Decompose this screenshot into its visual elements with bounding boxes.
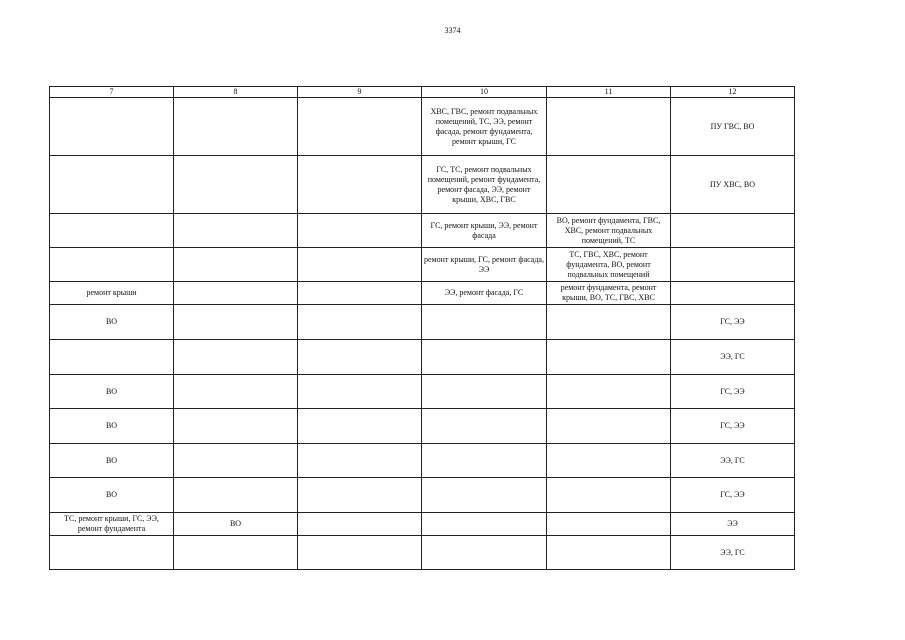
table-cell [298, 478, 422, 513]
table-cell [422, 478, 547, 513]
table-cell [174, 340, 298, 375]
table-row [50, 513, 795, 536]
header-row [50, 87, 795, 98]
table-cell [174, 305, 298, 340]
table-cell [50, 214, 174, 248]
table-cell [547, 536, 671, 570]
table-cell [298, 282, 422, 305]
table-cell: ЭЭ, ремонт фасада, ГС [422, 282, 547, 305]
table-cell: ГС, ЭЭ [671, 409, 795, 444]
table-row [50, 156, 795, 214]
table-cell [174, 444, 298, 478]
column-header: 10 [422, 87, 547, 98]
table-cell [547, 375, 671, 409]
table-cell: ПУ ХВС, ВО [671, 156, 795, 214]
table-cell: ГС, ЭЭ [671, 305, 795, 340]
table-cell [298, 444, 422, 478]
column-header: 8 [174, 87, 298, 98]
table-cell: ЭЭ, ГС [671, 536, 795, 570]
table-cell [671, 282, 795, 305]
page-number: 3374 [444, 26, 461, 35]
table-cell [174, 214, 298, 248]
column-header: 11 [547, 87, 671, 98]
table-cell: ТС, ремонт крыши, ГС, ЭЭ, ремонт фундамента [50, 513, 174, 536]
table-cell [547, 478, 671, 513]
table-cell: ТС, ГВС, ХВС, ремонт фундамента, ВО, ремонт подвальных помещений [547, 248, 671, 282]
table-row [50, 375, 795, 409]
table-cell: ЭЭ, ГС [671, 444, 795, 478]
table-cell: ГС, ЭЭ [671, 375, 795, 409]
table-cell [547, 156, 671, 214]
table-cell: ВО [50, 444, 174, 478]
table-cell [50, 248, 174, 282]
table-row [50, 214, 795, 248]
table-cell: ВО [50, 478, 174, 513]
table-row [50, 305, 795, 340]
table-cell [174, 478, 298, 513]
table-cell [50, 536, 174, 570]
table-cell: ВО [174, 513, 298, 536]
table-cell [174, 409, 298, 444]
table-row [50, 340, 795, 375]
table-cell [671, 248, 795, 282]
column-header: 7 [50, 87, 174, 98]
table-row [50, 444, 795, 478]
table-cell [174, 536, 298, 570]
table-cell [298, 375, 422, 409]
table-cell [298, 156, 422, 214]
table-cell [547, 409, 671, 444]
table-row [50, 536, 795, 570]
table-cell: ХВС, ГВС, ремонт подвальных помещений, ТС, ЭЭ, ремонт фасада, ремонт фундамента, ремонт крыши, ГС [422, 98, 547, 156]
table-cell [298, 248, 422, 282]
table-row [50, 478, 795, 513]
table-cell [422, 340, 547, 375]
table-cell [174, 375, 298, 409]
table-cell [298, 305, 422, 340]
table-cell: ГС, ТС, ремонт подвальных помещений, ремонт фундамента, ремонт фасада, ЭЭ, ремонт крыши, ХВС, ГВС [422, 156, 547, 214]
table-cell [50, 98, 174, 156]
table-cell [422, 513, 547, 536]
table-cell [174, 282, 298, 305]
table-cell: ГС, ремонт крыши, ЭЭ, ремонт фасада [422, 214, 547, 248]
table-cell [298, 536, 422, 570]
table-cell: ремонт фундамента, ремонт крыши, ВО, ТС, ГВС, ХВС [547, 282, 671, 305]
table-cell [174, 98, 298, 156]
table-cell [547, 513, 671, 536]
table-cell [50, 156, 174, 214]
table-cell: ЭЭ [671, 513, 795, 536]
table-cell [174, 248, 298, 282]
column-header: 12 [671, 87, 795, 98]
table-cell: ВО [50, 375, 174, 409]
table-cell [422, 536, 547, 570]
table-cell: ВО [50, 409, 174, 444]
table-cell [298, 340, 422, 375]
table-cell [547, 98, 671, 156]
table-cell [50, 340, 174, 375]
table-row [50, 409, 795, 444]
table-cell [671, 214, 795, 248]
table-cell: ГС, ЭЭ [671, 478, 795, 513]
table-cell [422, 375, 547, 409]
table-cell [174, 156, 298, 214]
table-cell: ВО, ремонт фундамента, ГВС, ХВС, ремонт подвальных помещений, ТС [547, 214, 671, 248]
table-cell: ЭЭ, ГС [671, 340, 795, 375]
table-cell [422, 305, 547, 340]
table-cell [298, 98, 422, 156]
table-cell: ПУ ГВС, ВО [671, 98, 795, 156]
table-row [50, 282, 795, 305]
table-cell [422, 444, 547, 478]
table-cell [547, 340, 671, 375]
table-cell [422, 409, 547, 444]
table-cell [298, 513, 422, 536]
table-cell [298, 409, 422, 444]
data-table [49, 86, 795, 570]
table-cell [547, 305, 671, 340]
table-cell: ремонт крыши [50, 282, 174, 305]
table-row [50, 248, 795, 282]
table-cell: ремонт крыши, ГС, ремонт фасада, ЭЭ [422, 248, 547, 282]
table-cell [298, 214, 422, 248]
column-header: 9 [298, 87, 422, 98]
table-cell [547, 444, 671, 478]
table-cell: ВО [50, 305, 174, 340]
table-row [50, 98, 795, 156]
